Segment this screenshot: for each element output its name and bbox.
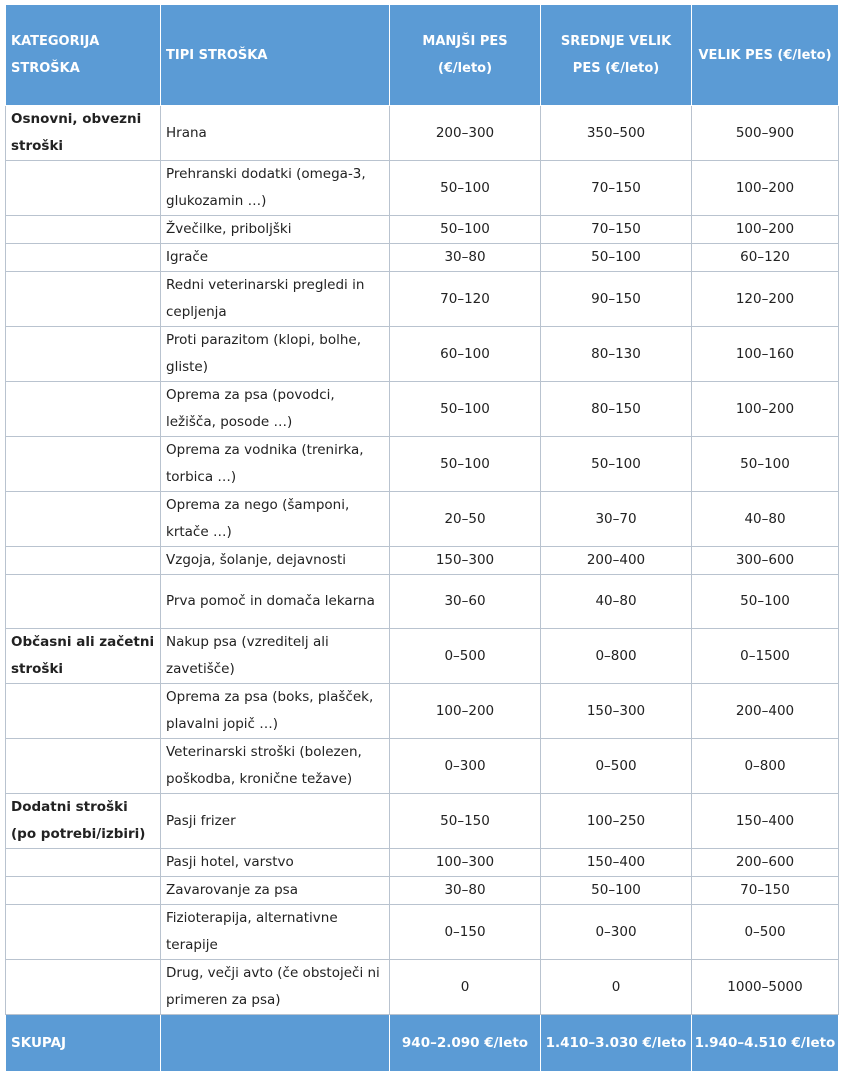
header-category: KATEGORIJA STROŠKA [6, 5, 161, 106]
large-dog-cell: 120–200 [692, 272, 839, 327]
category-cell [6, 216, 161, 244]
table-row [6, 684, 839, 739]
cost-table-container [5, 5, 838, 1072]
header-large-dog: VELIK PES (€/leto) [692, 5, 839, 106]
medium-dog-cell: 70–150 [541, 216, 692, 244]
small-dog-cell: 100–200 [390, 684, 541, 739]
table-row [6, 106, 839, 161]
cost-type-cell: Drug, večji avto (če obstoječi ni primeren za psa) [161, 960, 390, 1015]
large-dog-cell: 200–400 [692, 684, 839, 739]
cost-type-cell: Pasji hotel, varstvo [161, 849, 390, 877]
medium-dog-cell: 150–300 [541, 684, 692, 739]
category-cell: Dodatni stroški (po potrebi/izbiri) [6, 794, 161, 849]
small-dog-cell: 50–100 [390, 382, 541, 437]
large-dog-cell: 100–200 [692, 161, 839, 216]
medium-dog-cell: 100–250 [541, 794, 692, 849]
table-row [6, 575, 839, 629]
medium-dog-cell: 0–300 [541, 905, 692, 960]
small-dog-cell: 50–100 [390, 437, 541, 492]
dog-cost-table [5, 5, 839, 1072]
large-dog-cell: 300–600 [692, 547, 839, 575]
small-dog-cell: 50–100 [390, 216, 541, 244]
cost-type-cell: Oprema za vodnika (trenirka, torbica …) [161, 437, 390, 492]
category-cell [6, 877, 161, 905]
category-cell [6, 905, 161, 960]
table-row [6, 327, 839, 382]
cost-type-cell: Oprema za psa (boks, plašček, plavalni jopič …) [161, 684, 390, 739]
large-dog-cell: 150–400 [692, 794, 839, 849]
header-cost-type: TIPI STROŠKA [161, 5, 390, 106]
large-dog-cell: 0–800 [692, 739, 839, 794]
medium-dog-cell: 50–100 [541, 437, 692, 492]
small-dog-cell: 0–300 [390, 739, 541, 794]
header-row [6, 5, 839, 106]
small-dog-cell: 0–150 [390, 905, 541, 960]
cost-type-cell: Fizioterapija, alternativne terapije [161, 905, 390, 960]
small-dog-cell: 0–500 [390, 629, 541, 684]
table-row [6, 547, 839, 575]
table-row [6, 739, 839, 794]
table-row [6, 960, 839, 1015]
medium-dog-cell: 150–400 [541, 849, 692, 877]
table-footer [6, 1015, 839, 1072]
total-large-dog: 1.940–4.510 €/leto [692, 1015, 839, 1072]
large-dog-cell: 200–600 [692, 849, 839, 877]
large-dog-cell: 0–500 [692, 905, 839, 960]
large-dog-cell: 50–100 [692, 575, 839, 629]
medium-dog-cell: 90–150 [541, 272, 692, 327]
table-header [6, 5, 839, 106]
category-cell [6, 739, 161, 794]
small-dog-cell: 200–300 [390, 106, 541, 161]
cost-type-cell: Proti parazitom (klopi, bolhe, gliste) [161, 327, 390, 382]
table-row [6, 905, 839, 960]
medium-dog-cell: 0–500 [541, 739, 692, 794]
medium-dog-cell: 350–500 [541, 106, 692, 161]
category-cell [6, 161, 161, 216]
category-cell [6, 684, 161, 739]
table-row [6, 437, 839, 492]
cost-type-cell: Igrače [161, 244, 390, 272]
cost-type-cell: Prva pomoč in domača lekarna [161, 575, 390, 629]
table-row [6, 492, 839, 547]
header-medium-dog: SREDNJE VELIK PES (€/leto) [541, 5, 692, 106]
total-medium-dog: 1.410–3.030 €/leto [541, 1015, 692, 1072]
cost-type-cell: Zavarovanje za psa [161, 877, 390, 905]
small-dog-cell: 30–80 [390, 877, 541, 905]
total-row [6, 1015, 839, 1072]
small-dog-cell: 70–120 [390, 272, 541, 327]
category-cell [6, 960, 161, 1015]
category-cell [6, 575, 161, 629]
table-row [6, 877, 839, 905]
small-dog-cell: 30–60 [390, 575, 541, 629]
category-cell: Osnovni, obvezni stroški [6, 106, 161, 161]
category-cell [6, 492, 161, 547]
table-row [6, 849, 839, 877]
large-dog-cell: 40–80 [692, 492, 839, 547]
medium-dog-cell: 80–150 [541, 382, 692, 437]
cost-type-cell: Hrana [161, 106, 390, 161]
medium-dog-cell: 0–800 [541, 629, 692, 684]
large-dog-cell: 500–900 [692, 106, 839, 161]
cost-type-cell: Redni veterinarski pregledi in cepljenja [161, 272, 390, 327]
medium-dog-cell: 50–100 [541, 244, 692, 272]
total-empty-cell [161, 1015, 390, 1072]
medium-dog-cell: 0 [541, 960, 692, 1015]
small-dog-cell: 60–100 [390, 327, 541, 382]
cost-type-cell: Žvečilke, priboljški [161, 216, 390, 244]
large-dog-cell: 50–100 [692, 437, 839, 492]
large-dog-cell: 70–150 [692, 877, 839, 905]
table-row [6, 629, 839, 684]
table-row [6, 161, 839, 216]
large-dog-cell: 100–200 [692, 382, 839, 437]
small-dog-cell: 0 [390, 960, 541, 1015]
small-dog-cell: 50–100 [390, 161, 541, 216]
medium-dog-cell: 80–130 [541, 327, 692, 382]
cost-type-cell: Vzgoja, šolanje, dejavnosti [161, 547, 390, 575]
large-dog-cell: 100–200 [692, 216, 839, 244]
cost-type-cell: Prehranski dodatki (omega-3, glukozamin …) [161, 161, 390, 216]
medium-dog-cell: 50–100 [541, 877, 692, 905]
small-dog-cell: 50–150 [390, 794, 541, 849]
category-cell [6, 437, 161, 492]
category-cell [6, 382, 161, 437]
category-cell [6, 244, 161, 272]
small-dog-cell: 30–80 [390, 244, 541, 272]
large-dog-cell: 0–1500 [692, 629, 839, 684]
medium-dog-cell: 40–80 [541, 575, 692, 629]
table-row [6, 272, 839, 327]
large-dog-cell: 60–120 [692, 244, 839, 272]
large-dog-cell: 1000–5000 [692, 960, 839, 1015]
cost-type-cell: Nakup psa (vzreditelj ali zavetišče) [161, 629, 390, 684]
table-row [6, 382, 839, 437]
large-dog-cell: 100–160 [692, 327, 839, 382]
table-row [6, 794, 839, 849]
category-cell [6, 272, 161, 327]
header-small-dog: MANJŠI PES (€/leto) [390, 5, 541, 106]
category-cell [6, 849, 161, 877]
cost-type-cell: Veterinarski stroški (bolezen, poškodba, kronične težave) [161, 739, 390, 794]
cost-type-cell: Oprema za psa (povodci, ležišča, posode …) [161, 382, 390, 437]
medium-dog-cell: 30–70 [541, 492, 692, 547]
medium-dog-cell: 70–150 [541, 161, 692, 216]
category-cell: Občasni ali začetni stroški [6, 629, 161, 684]
cost-type-cell: Oprema za nego (šamponi, krtače …) [161, 492, 390, 547]
table-row [6, 216, 839, 244]
table-row [6, 244, 839, 272]
small-dog-cell: 20–50 [390, 492, 541, 547]
small-dog-cell: 150–300 [390, 547, 541, 575]
category-cell [6, 327, 161, 382]
total-small-dog: 940–2.090 €/leto [390, 1015, 541, 1072]
small-dog-cell: 100–300 [390, 849, 541, 877]
cost-type-cell: Pasji frizer [161, 794, 390, 849]
table-body [6, 106, 839, 1015]
medium-dog-cell: 200–400 [541, 547, 692, 575]
category-cell [6, 547, 161, 575]
total-label: SKUPAJ [6, 1015, 161, 1072]
